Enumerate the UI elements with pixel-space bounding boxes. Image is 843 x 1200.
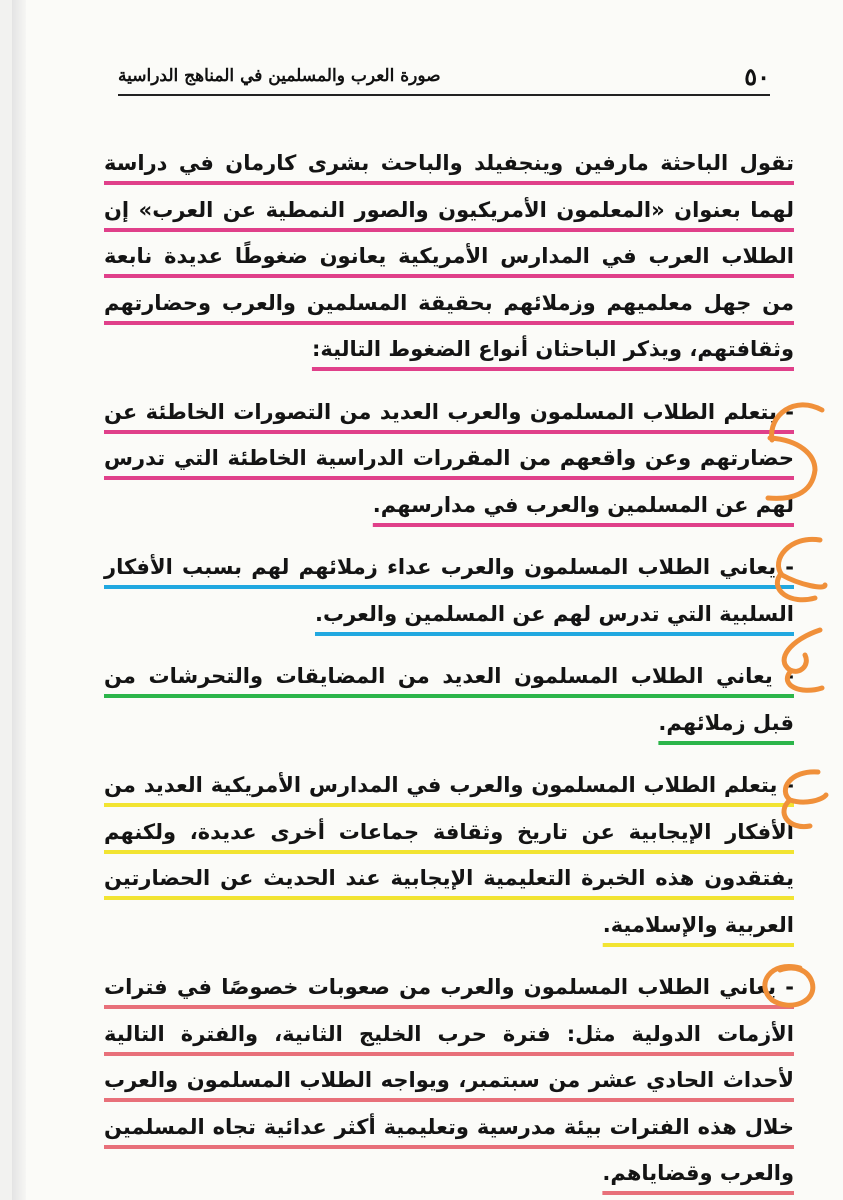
list-item-4: - يتعلم الطلاب المسلمون والعرب في المدارس الأمريكية العديد من الأفكار الإيجابية عن تاريخ وثقافة جماعات أخرى عديدة، ولكنهم يفتقدون هذه الخبرة التعليمية الإيجابية عند الحديث عن الحضارتين العربية والإسلامية. xyxy=(104,773,794,937)
list-item-1: - يتعلم الطلاب المسلمون والعرب العديد من التصورات الخاطئة عن حضارتهم وعن واقعهم من المقررات الدراسية الخاطئة التي تدرس لهم عن المسلمين والعرب في مدارسهم. xyxy=(104,399,794,517)
page-edge-shadow xyxy=(12,0,26,1200)
page-header xyxy=(118,60,770,96)
running-title: صورة العرب والمسلمين في المناهج الدراسية xyxy=(118,66,441,86)
list-item-5: - يعاني الطلاب المسلمون والعرب من صعوبات خصوصًا في فترات الأزمات الدولية مثل: فترة حرب الخليج الثانية، والفترة التالية لأحداث الحادي عشر من سبتمبر، ويواجه الطلاب المسلمون والعرب خلال هذه الفترات بيئة مدرسية وتعليمية أكثر عدائية تجاه المسلمين والعرب وقضاياهم. xyxy=(104,975,794,1185)
body-text xyxy=(104,140,794,1197)
paragraph-intro: تقول الباحثة مارفين وينجفيلد والباحث بشرى كارمان في دراسة لهما بعنوان «المعلمون الأمريكيون والصور النمطية عن العرب» إن الطلاب العرب في المدارس الأمريكية يعانون ضغوطًا عديدة نابعة من جهل معلميهم وزملائهم بحقيقة المسلمين والعرب وحضارتهم وثقافتهم، ويذكر الباحثان أنواع الضغوط التالية: xyxy=(104,151,794,361)
list-item-3: - يعاني الطلاب المسلمون العديد من المضايقات والتحرشات من قبل زملائهم. xyxy=(104,664,794,735)
list-item-2: - يعاني الطلاب المسلمون والعرب عداء زملائهم لهم بسبب الأفكار السلبية التي تدرس لهم عن المسلمين والعرب. xyxy=(104,555,794,626)
page-number: ٥٠ xyxy=(744,62,770,91)
